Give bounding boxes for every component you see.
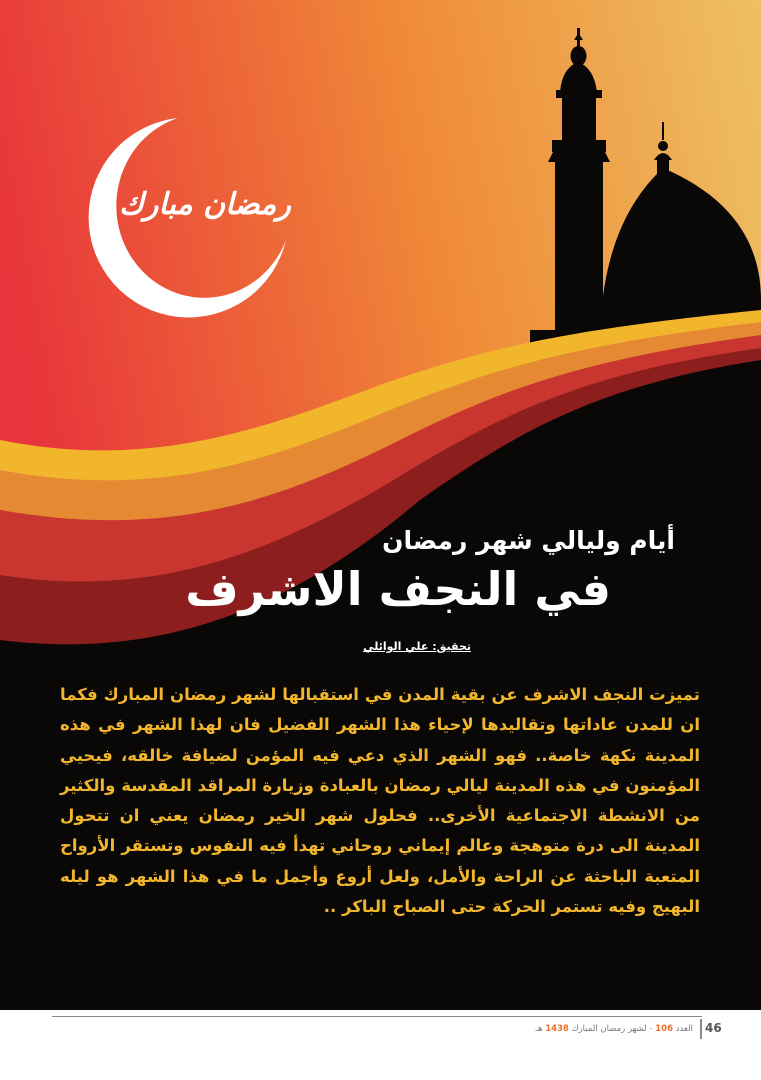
footer-month-label: لشهر رمضان المبارك <box>571 1024 647 1034</box>
footer-year: 1438 <box>545 1024 569 1034</box>
article-body: تميزت النجف الاشرف عن بقية المدن في استقبالها لشهر رمضان المبارك فكما ان للمدن عاداتها وتقاليدها لإحياء هذا الشهر الفضيل فان لهذا الشهر في هذه المدينة نكهة خاصة.. فهو الشهر الذي دعي فيه المؤمن لضيافة خالقه، فيحيي المؤمنون في هذه المدينة ليالي رمضان بالعبادة وزيارة المراقد المقدسة والكثير من الانشطة الاجتماعية الأخرى.. فحلول شهر الخير رمضان يعني ان تتحول المدينة الى درة متوهجة وعالم إيماني روحاني تهدأ فيه النفوس وتستقر الأرواح المتعبة الباحثة عن الراحة والأمل، ولعل أروع وأجمل ما في هذا الشهر هو ليله البهيج وفيه تستمر الحركة حتى الصباح الباكر .. <box>60 685 700 917</box>
footer-divider <box>700 1019 702 1039</box>
article-subtitle: أيام وليالي شهر رمضان <box>382 526 675 555</box>
footer-issue-info: العدد 106 - لشهر رمضان المبارك 1438 هـ <box>535 1024 693 1034</box>
page-number: 46 <box>705 1021 722 1035</box>
footer-issue-number: 106 <box>655 1024 673 1034</box>
footer-year-suffix: هـ <box>535 1024 543 1034</box>
footer-issue-label: العدد <box>675 1024 693 1034</box>
footer-rule <box>52 1016 702 1017</box>
article-byline: تحقيق: علي الوائلي <box>363 640 471 653</box>
article-title: في النجف الاشرف <box>185 562 611 616</box>
ramadan-mubarak-calligraphy: رمضان مبارك <box>119 187 291 222</box>
